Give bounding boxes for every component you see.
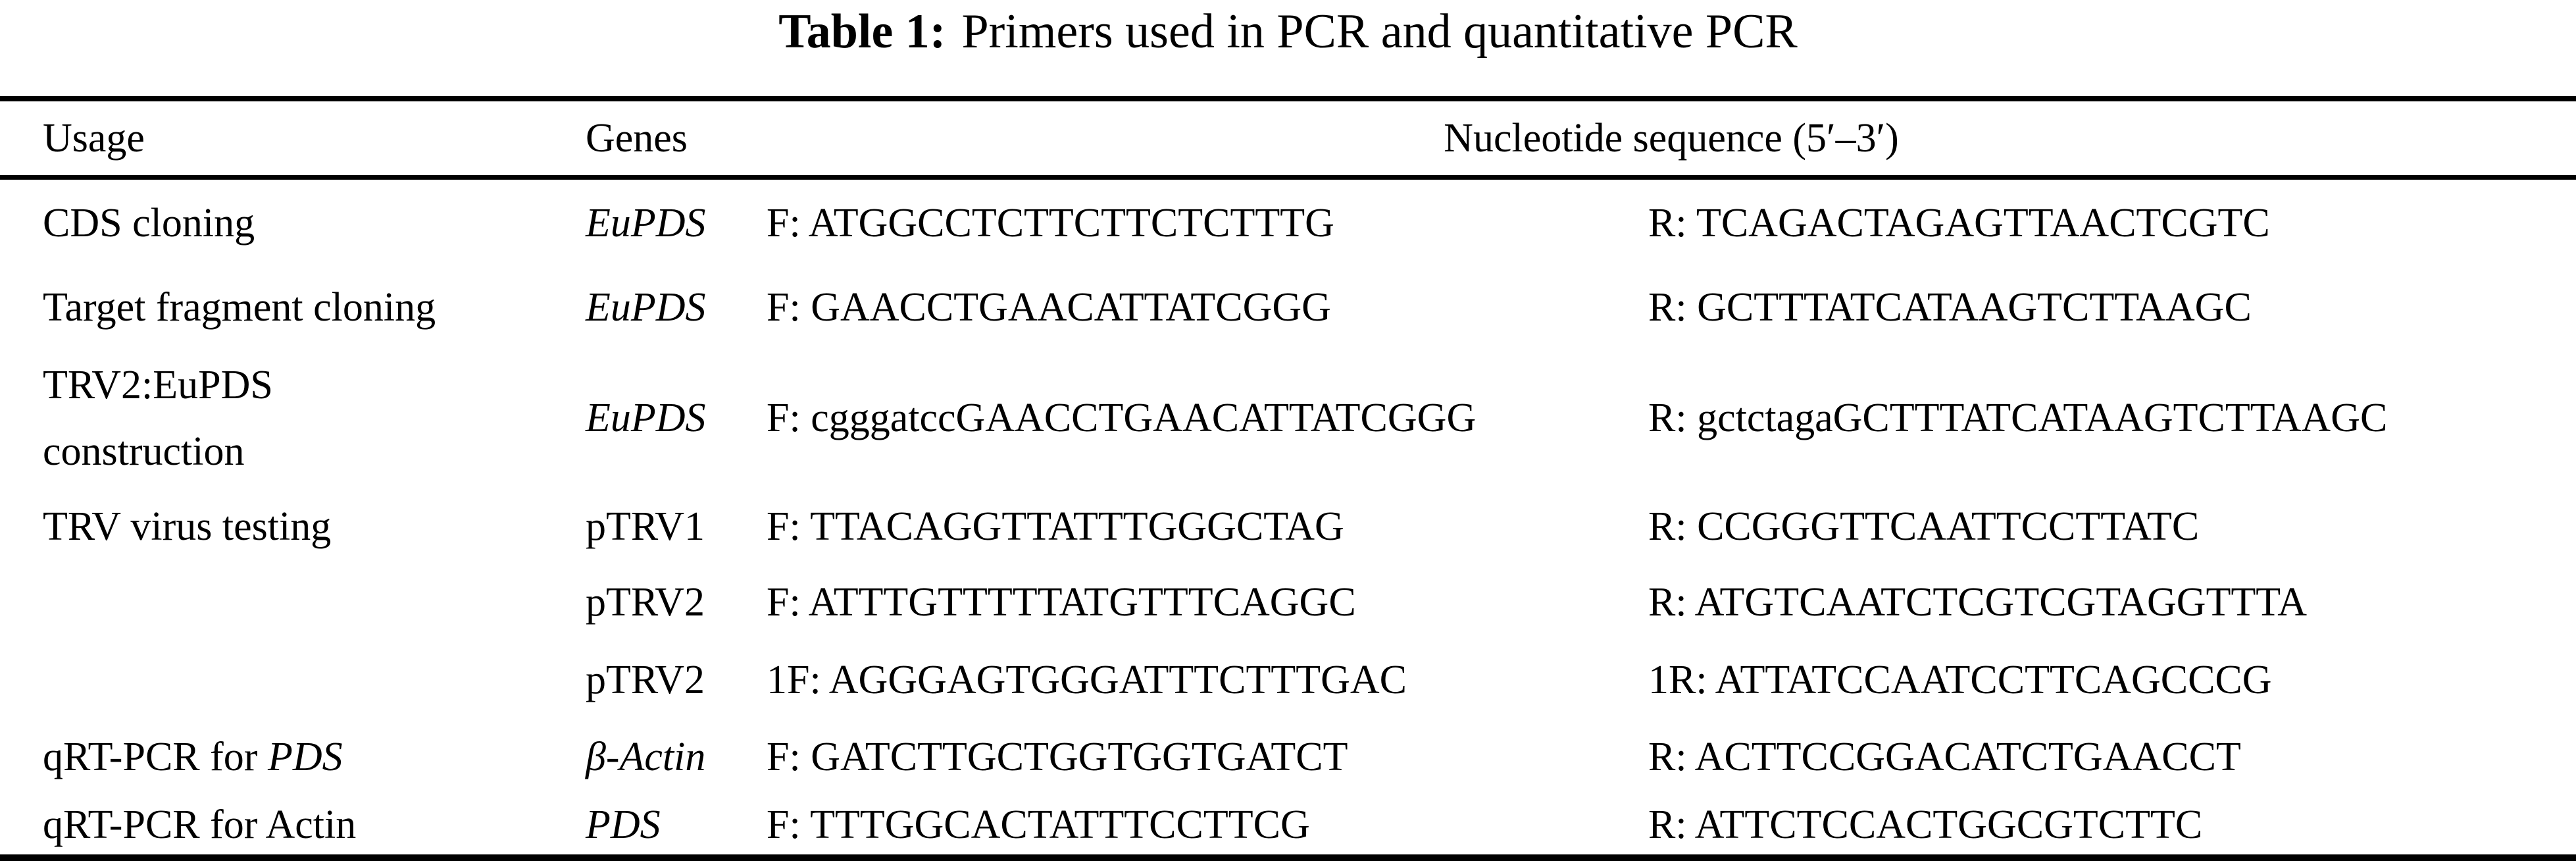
column-header-sequence: Nucleotide sequence (5′–3′) (1444, 115, 1899, 161)
column-header-usage: Usage (43, 115, 145, 161)
gene-cell: pTRV1 (586, 504, 705, 549)
forward-primer-cell: F: ATGGCCTCTTCTTCTCTTTG (767, 201, 1334, 246)
gene-cell: pTRV2 (586, 580, 705, 625)
top-rule (0, 96, 2576, 101)
usage-cell: CDS cloning (43, 201, 255, 246)
table-title-text: Primers used in PCR and quantitative PCR (961, 5, 1798, 59)
table-row (0, 348, 2576, 489)
forward-primer-cell: F: GATCTTGCTGGTGGTGATCT (767, 735, 1348, 779)
reverse-primer-cell: 1R: ATTATCCAATCCTTCAGCCCG (1648, 657, 2272, 702)
usage-line-1: TRV2:EuPDS (43, 363, 273, 408)
gene-cell: EuPDS (586, 284, 706, 330)
table-row (0, 565, 2576, 640)
table-number-label: Table 1: (778, 5, 946, 59)
forward-primer-cell: F: cgggatccGAACCTGAACATTATCGGG (767, 396, 1477, 440)
header-rule (0, 175, 2576, 180)
gene-cell: PDS (586, 802, 661, 847)
table-row (0, 267, 2576, 348)
forward-primer-cell: F: TTTGGCACTATTTCCTTCG (767, 802, 1310, 847)
usage-cell: qRT-PCR for Actin (43, 802, 357, 847)
usage-line-2: construction (43, 429, 245, 474)
gene-cell: β-Actin (586, 735, 706, 779)
table-row (0, 489, 2576, 565)
usage-text: qRT-PCR for (43, 735, 268, 779)
gene-cell: EuPDS (586, 396, 706, 440)
bottom-rule (0, 854, 2576, 861)
column-header-genes: Genes (586, 115, 688, 161)
table-row (0, 640, 2576, 719)
reverse-primer-cell: R: TCAGACTAGAGTTAACTCGTC (1648, 201, 2270, 246)
forward-primer-cell: F: ATTTGTTTTTATGTTTCAGGC (767, 580, 1356, 625)
usage-cell (0, 734, 586, 781)
forward-primer-cell: 1F: AGGGAGTGGGATTTCTTTGAC (767, 657, 1407, 702)
table-row (0, 795, 2576, 854)
table-row (0, 180, 2576, 267)
forward-primer-cell: F: TTACAGGTTATTTGGGCTAG (767, 504, 1344, 549)
reverse-primer-cell: R: gctctagaGCTTTATCATAAGTCTTAAGC (1648, 396, 2388, 440)
usage-cell: Target fragment cloning (43, 284, 436, 330)
reverse-primer-cell: R: ACTTCCGGACATCTGAACCT (1648, 735, 2241, 779)
usage-cell: TRV virus testing (43, 504, 332, 549)
reverse-primer-cell: R: CCGGGTTCAATTCCTTATC (1648, 504, 2200, 549)
forward-primer-cell: F: GAACCTGAACATTATCGGG (767, 284, 1331, 330)
gene-cell: pTRV2 (586, 657, 705, 702)
usage-cell (0, 352, 586, 484)
gene-cell: EuPDS (586, 201, 706, 246)
table-caption (0, 0, 2576, 96)
reverse-primer-cell: R: ATGTCAATCTCGTCGTAGGTTTA (1648, 580, 2307, 625)
usage-gene-name: PDS (267, 735, 343, 779)
header-row (0, 101, 2576, 175)
table-row (0, 719, 2576, 795)
reverse-primer-cell: R: ATTCTCCACTGGCGTCTTC (1648, 802, 2203, 847)
reverse-primer-cell: R: GCTTTATCATAAGTCTTAAGC (1648, 284, 2252, 330)
